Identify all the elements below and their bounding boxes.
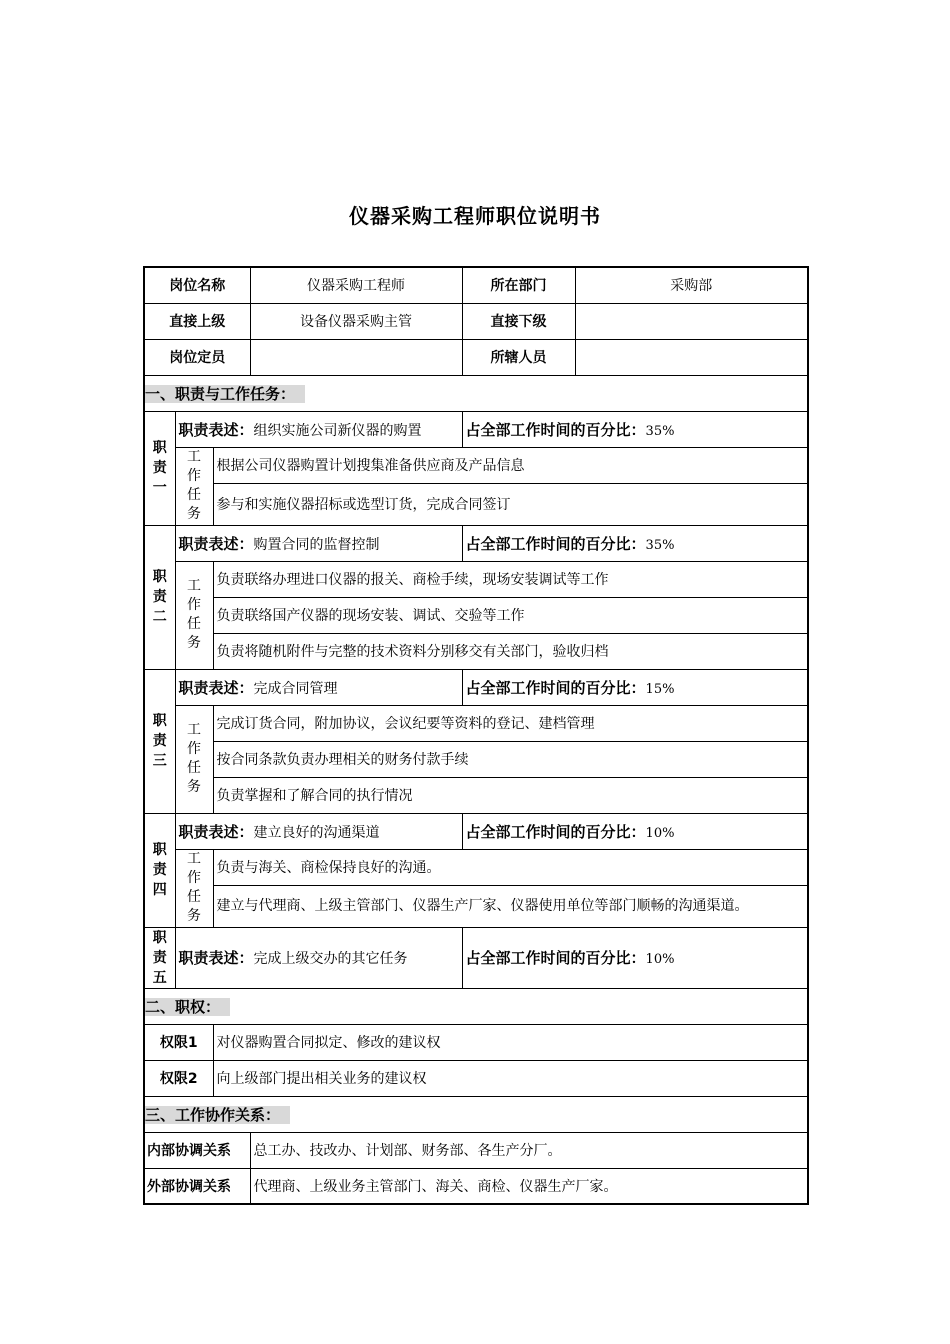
external-value: 代理商、上级业务主管部门、海关、商检、仪器生产厂家。 — [250, 1168, 808, 1204]
duty2-row — [144, 525, 808, 561]
duty3-name: 职 责 三 — [144, 669, 175, 813]
section2-header — [144, 988, 808, 1024]
external-row — [144, 1168, 808, 1204]
duty5-desc-label: 职责表述： — [178, 949, 254, 967]
authority2-value: 向上级部门提出相关业务的建议权 — [213, 1060, 808, 1096]
duty1-task1-row — [144, 447, 808, 483]
duty2-task1: 负责联络办理进口仪器的报关、商检手续，现场安装调试等工作 — [213, 561, 808, 597]
duty2-pct-label: 占全部工作时间的百分比： — [465, 534, 646, 553]
duty2-pct — [462, 525, 808, 561]
subordinate-value — [575, 303, 808, 339]
duty2-task3: 负责将随机附件与完整的技术资料分别移交有关部门，验收归档 — [213, 633, 808, 669]
authority1-value: 对仪器购置合同拟定、修改的建议权 — [213, 1024, 808, 1060]
duty2-task2: 负责联络国产仪器的现场安装、调试、交验等工作 — [213, 597, 808, 633]
position-value: 仪器采购工程师 — [250, 267, 462, 303]
staff-label: 所辖人员 — [462, 339, 575, 375]
duty3-task3-row — [144, 777, 808, 813]
duty2-desc — [175, 525, 462, 561]
duty3-pct — [462, 669, 808, 705]
header-row-2 — [144, 303, 808, 339]
duty5-desc — [175, 927, 462, 988]
duty4-task2: 建立与代理商、上级主管部门、仪器生产厂家、仪器使用单位等部门顺畅的沟通渠道。 — [213, 885, 808, 927]
duty1-pct-value: 35% — [645, 423, 675, 439]
document-title: 仪器采购工程师职位说明书 — [349, 204, 601, 228]
headcount-label: 岗位定员 — [144, 339, 250, 375]
header-row-3 — [144, 339, 808, 375]
internal-row — [144, 1132, 808, 1168]
duty3-desc-label: 职责表述： — [178, 678, 254, 697]
duty3-row — [144, 669, 808, 705]
duty3-desc-text: 完成合同管理 — [253, 680, 338, 697]
duty3-pct-value: 15% — [645, 681, 675, 697]
section3-title: 三、工作协作关系： — [145, 1106, 290, 1124]
duty2-desc-text: 购置合同的监督控制 — [253, 536, 380, 553]
duty3-task1: 完成订货合同，附加协议，会议纪要等资料的登记、建档管理 — [213, 705, 808, 741]
superior-value: 设备仪器采购主管 — [250, 303, 462, 339]
duty4-task1-row — [144, 849, 808, 885]
superior-label: 直接上级 — [144, 303, 250, 339]
dept-value: 采购部 — [575, 267, 808, 303]
staff-value — [575, 339, 808, 375]
section2-title: 二、职权： — [145, 998, 230, 1016]
duty5-desc-text: 完成上级交办的其它任务 — [253, 951, 408, 967]
headcount-value — [250, 339, 462, 375]
duty3-pct-label: 占全部工作时间的百分比： — [465, 678, 646, 697]
duty2-task1-row — [144, 561, 808, 597]
duty1-task2: 参与和实施仪器招标或选型订货，完成合同签订 — [213, 483, 808, 525]
duty3-task2-row — [144, 741, 808, 777]
duty1-row — [144, 411, 808, 447]
duty1-pct-label: 占全部工作时间的百分比： — [465, 420, 646, 439]
position-label: 岗位名称 — [144, 267, 250, 303]
duty4-pct-value: 10% — [645, 825, 675, 841]
duty2-pct-value: 35% — [645, 537, 675, 553]
duty2-task3-row — [144, 633, 808, 669]
duty2-desc-label: 职责表述： — [178, 534, 254, 553]
duty4-desc — [175, 813, 462, 849]
duty5-pct — [462, 927, 808, 988]
section1-header — [144, 375, 808, 411]
section3-header — [144, 1096, 808, 1132]
duty4-pct — [462, 813, 808, 849]
authority2-row — [144, 1060, 808, 1096]
duty5-pct-value: 10% — [645, 952, 675, 967]
duty5-name: 职 责 五 — [144, 927, 175, 988]
duty3-task-label: 工 作 任 务 — [175, 705, 213, 813]
duty1-name: 职 责 一 — [144, 411, 175, 525]
duty4-task-label: 工 作 任 务 — [175, 849, 213, 927]
duty1-desc-text: 组织实施公司新仪器的购置 — [253, 422, 422, 439]
duty3-task2: 按合同条款负责办理相关的财务付款手续 — [213, 741, 808, 777]
header-row-1 — [144, 267, 808, 303]
duty4-task1: 负责与海关、商检保持良好的沟通。 — [213, 849, 808, 885]
authority2-label: 权限2 — [144, 1060, 213, 1096]
dept-label: 所在部门 — [462, 267, 575, 303]
duty2-name: 职 责 二 — [144, 525, 175, 669]
section1-title: 一、职责与工作任务： — [145, 385, 305, 403]
internal-value: 总工办、技改办、计划部、财务部、各生产分厂。 — [250, 1132, 808, 1168]
duty1-task-label: 工 作 任 务 — [175, 447, 213, 525]
internal-label: 内部协调关系 — [144, 1132, 250, 1168]
duty1-desc-label: 职责表述： — [178, 420, 254, 439]
duty2-task-label: 工 作 任 务 — [175, 561, 213, 669]
duty1-pct — [462, 411, 808, 447]
duty1-desc — [175, 411, 462, 447]
duty1-task2-row — [144, 483, 808, 525]
duty4-row — [144, 813, 808, 849]
duty5-pct-label: 占全部工作时间的百分比： — [465, 949, 646, 967]
subordinate-label: 直接下级 — [462, 303, 575, 339]
duty3-desc — [175, 669, 462, 705]
duty4-desc-text: 建立良好的沟通渠道 — [253, 824, 380, 841]
duty2-task2-row — [144, 597, 808, 633]
external-label: 外部协调关系 — [144, 1168, 250, 1204]
duty4-pct-label: 占全部工作时间的百分比： — [465, 822, 646, 841]
duty1-task1: 根据公司仪器购置计划搜集准备供应商及产品信息 — [213, 447, 808, 483]
job-description-table — [143, 266, 809, 1205]
duty3-task1-row — [144, 705, 808, 741]
authority1-label: 权限1 — [144, 1024, 213, 1060]
authority1-row — [144, 1024, 808, 1060]
duty4-desc-label: 职责表述： — [178, 822, 254, 841]
duty3-task3: 负责掌握和了解合同的执行情况 — [213, 777, 808, 813]
duty5-row — [144, 927, 808, 988]
duty4-task2-row — [144, 885, 808, 927]
duty4-name: 职 责 四 — [144, 813, 175, 927]
